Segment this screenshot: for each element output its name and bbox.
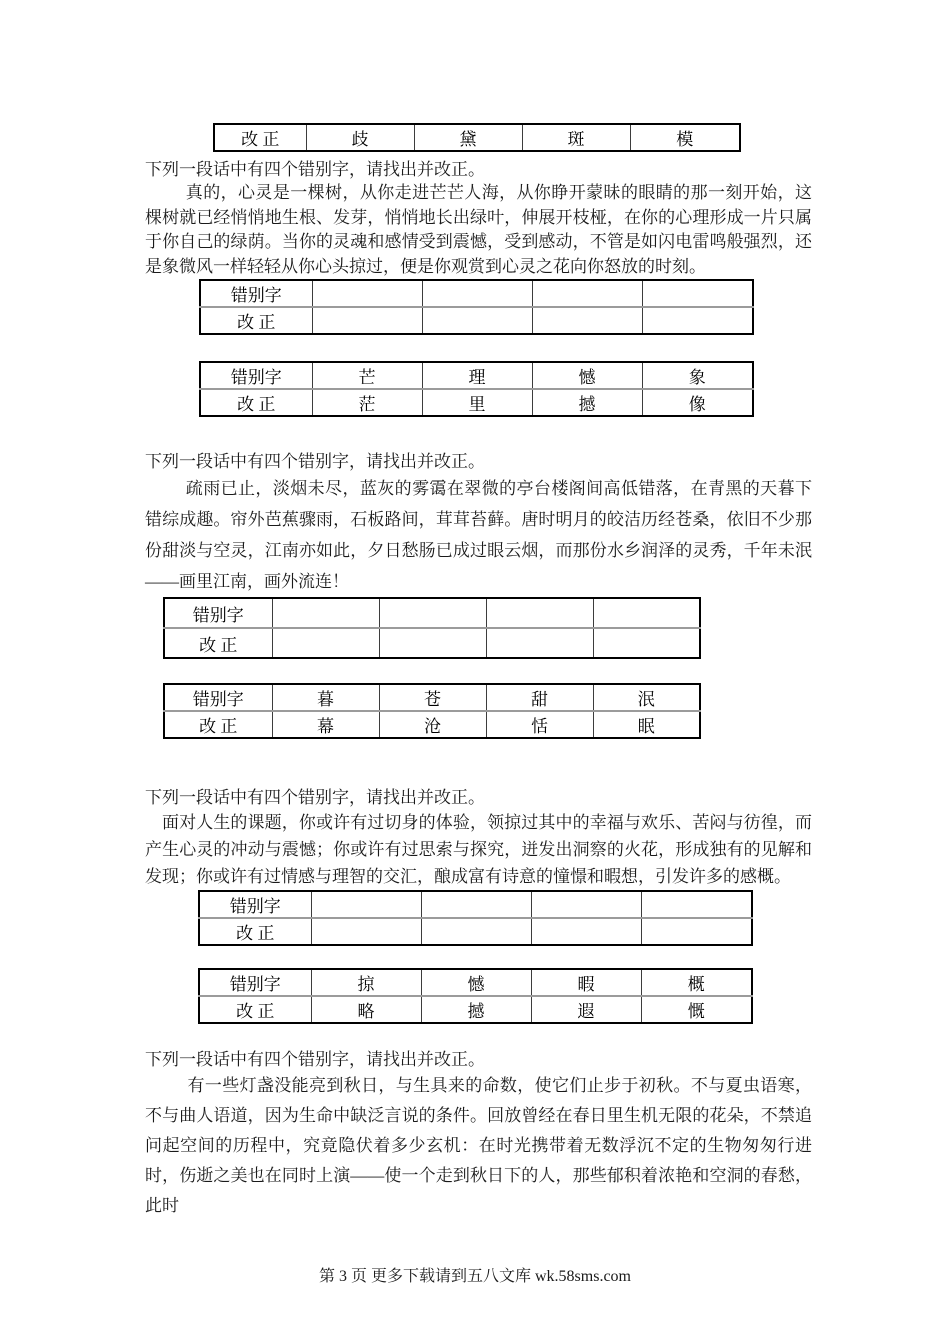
blank-cell (421, 891, 531, 918)
blank-cell (311, 891, 421, 918)
answer-key-table (163, 683, 701, 739)
wrong-char-cell: 泯 (593, 684, 700, 711)
wrong-char-label-cell: 错别字 (200, 362, 312, 389)
correction-cell: 略 (311, 996, 421, 1023)
wrong-char-cell: 甜 (486, 684, 593, 711)
blank-cell (593, 598, 700, 628)
wrong-char-cell: 憾 (532, 362, 642, 389)
exercise-prompt: 下列一段话中有四个错别字，请找出并改正。 (145, 1050, 485, 1069)
blank-cell (422, 280, 532, 307)
exercise-prompt: 下列一段话中有四个错别字，请找出并改正。 (145, 788, 485, 807)
correction-cell: 像 (642, 389, 753, 416)
correction-label-cell: 改 正 (164, 628, 272, 658)
correction-cell: 茫 (312, 389, 422, 416)
blank-cell (272, 598, 379, 628)
blank-cell (532, 280, 642, 307)
blank-answer-table (163, 597, 701, 659)
blank-cell (642, 280, 753, 307)
blank-cell (379, 598, 486, 628)
correction-cell: 沧 (379, 711, 486, 738)
answer-key-table (198, 968, 753, 1024)
correction-label-cell: 改 正 (164, 711, 272, 738)
blank-cell (486, 598, 593, 628)
wrong-char-cell: 暇 (531, 969, 641, 996)
correction-cell: 歧 (306, 124, 414, 151)
blank-cell (641, 918, 752, 945)
exercise-paragraph: 面对人生的课题，你或许有过切身的体验，领掠过其中的幸福与欢乐、苦闷与彷徨，而产生心灵的冲动与震憾；你或许有过思索与探究，迸发出洞察的火花，形成独有的见解和发现；你或许有过情感与理智的交汇，酿成富有诗意的憧憬和暇想，引发许多的感概。 (145, 813, 812, 886)
exercise-paragraph: 真的，心灵是一棵树，从你走进芒芒人海，从你睁开蒙昧的眼睛的那一刻开始，这棵树就已经悄悄地生根、发芽，悄悄地长出绿叶，伸展开枝桠，在你的心理形成一片只属于你自己的绿荫。当你的灵魂和感情受到震憾，受到感动，不管是如闪电雷鸣般强烈，还是象微风一样轻轻从你心头掠过，便是你观赏到心灵之花向你怒放的时刻。 (145, 183, 812, 276)
blank-answer-table (199, 279, 754, 335)
blank-cell (641, 891, 752, 918)
correction-cell: 幕 (272, 711, 379, 738)
blank-cell (379, 628, 486, 658)
correction-label-cell: 改 正 (199, 918, 311, 945)
answer-key-table (199, 361, 754, 417)
wrong-char-cell: 芒 (312, 362, 422, 389)
exercise-paragraph: 有一些灯盏没能亮到秋日，与生具来的命数，使它们止步于初秋。不与夏虫语寒，不与曲人语道，因为生命中缺泛言说的条件。回放曾经在春日里生机无限的花朵，不禁追问起空间的历程中，究竟隐伏着多少玄机：在时光携带着无数浮沉不定的生物匆匆行进时，伤逝之美也在同时上演——使一个走到秋日下的人，那些郁积着浓艳和空洞的春愁，此时 (145, 1076, 812, 1215)
blank-cell (272, 628, 379, 658)
correction-cell: 遐 (531, 996, 641, 1023)
exercise-prompt: 下列一段话中有四个错别字，请找出并改正。 (145, 452, 485, 471)
page-footer: 第 3 页 更多下载请到五八文库 wk.58sms.com (318, 1268, 631, 1285)
exercise-prompt: 下列一段话中有四个错别字，请找出并改正。 (145, 160, 485, 179)
blank-cell (486, 628, 593, 658)
blank-cell (642, 307, 753, 334)
exercise-paragraph: 疏雨已止，淡烟未尽，蓝灰的雾霭在翠微的亭台楼阁间高低错落，在青黑的天暮下错综成趣。帘外芭蕉骤雨，石板路间，茸茸苔藓。唐时明月的皎洁历经苍桑，依旧不少那份甜淡与空灵，江南亦如此，夕日愁肠已成过眼云烟，而那份水乡润泽的灵秀，千年未泯——画里江南，画外流连！ (145, 479, 812, 591)
wrong-char-label-cell: 错别字 (164, 684, 272, 711)
wrong-char-cell: 象 (642, 362, 753, 389)
correction-cell: 恬 (486, 711, 593, 738)
correction-cell: 撼 (421, 996, 531, 1023)
answer-table-continued (213, 123, 741, 152)
correction-label-cell: 改 正 (200, 389, 312, 416)
correction-cell: 眠 (593, 711, 700, 738)
correction-label-cell: 改 正 (214, 124, 306, 151)
wrong-char-cell: 理 (422, 362, 532, 389)
correction-cell: 黛 (414, 124, 522, 151)
blank-cell (422, 307, 532, 334)
blank-cell (531, 918, 641, 945)
correction-label-cell: 改 正 (200, 307, 312, 334)
wrong-char-cell: 暮 (272, 684, 379, 711)
correction-cell: 模 (630, 124, 740, 151)
correction-cell: 慨 (641, 996, 752, 1023)
correction-cell: 里 (422, 389, 532, 416)
blank-answer-table (198, 890, 753, 946)
blank-cell (312, 307, 422, 334)
blank-cell (532, 307, 642, 334)
blank-cell (593, 628, 700, 658)
blank-cell (311, 918, 421, 945)
wrong-char-cell: 掠 (311, 969, 421, 996)
wrong-char-label-cell: 错别字 (164, 598, 272, 628)
correction-cell: 斑 (522, 124, 630, 151)
blank-cell (421, 918, 531, 945)
wrong-char-label-cell: 错别字 (200, 280, 312, 307)
wrong-char-cell: 苍 (379, 684, 486, 711)
wrong-char-cell: 憾 (421, 969, 531, 996)
correction-label-cell: 改 正 (199, 996, 311, 1023)
wrong-char-label-cell: 错别字 (199, 891, 311, 918)
correction-cell: 撼 (532, 389, 642, 416)
blank-cell (531, 891, 641, 918)
wrong-char-cell: 概 (641, 969, 752, 996)
wrong-char-label-cell: 错别字 (199, 969, 311, 996)
blank-cell (312, 280, 422, 307)
